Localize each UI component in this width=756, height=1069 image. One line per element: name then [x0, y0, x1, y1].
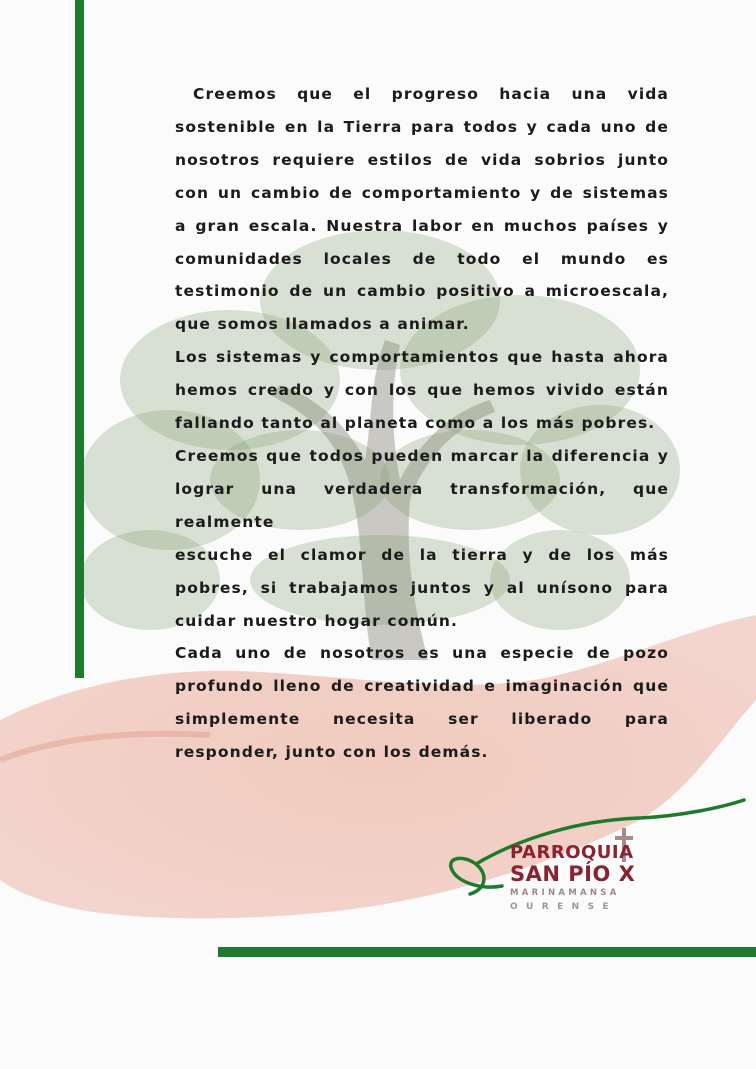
paragraph-5: escuche el clamor de la tierra y de los más pobres, si trabajamos juntos y al unísono para cuidar nuestro hogar común. [175, 545, 669, 630]
green-vertical-rule [75, 0, 84, 678]
logo-name-line: SAN PÍO X [510, 862, 636, 886]
paragraph-4: realmente [175, 512, 275, 531]
green-horizontal-rule [218, 947, 756, 957]
logo-title-line: PARROQUIA [510, 842, 634, 863]
paragraph-6: Cada uno de nosotros es una especie de pozo profundo lleno de creatividad e imaginación que simplemente necesita ser liberado para responder, junto con los demás. [175, 644, 669, 762]
parish-logo [440, 798, 756, 923]
paragraph-2: Los sistemas y comportamientos que hasta ahora hemos creado y con los que hemos vivido están fallando tanto al planeta como a los más pobres. [175, 348, 669, 433]
logo-district-line: MARINAMANSA [510, 888, 620, 898]
logo-city-line: OURENSE [510, 902, 617, 912]
body-text [175, 78, 669, 769]
paragraph-3: Creemos que todos pueden marcar la diferencia y lograr una verdadera transformación, que [175, 446, 669, 498]
paragraph-1: Creemos que el progreso hacia una vida sostenible en la Tierra para todos y cada uno de nosotros requiere estilos de vida sobrios junto con un cambio de comportamiento y de sistemas a gran escala. Nuestra labor en muchos países y comunidades locales de todo el mundo es testimonio de un cambio positivo a microescala, que somos llamados a animar. [175, 85, 669, 334]
